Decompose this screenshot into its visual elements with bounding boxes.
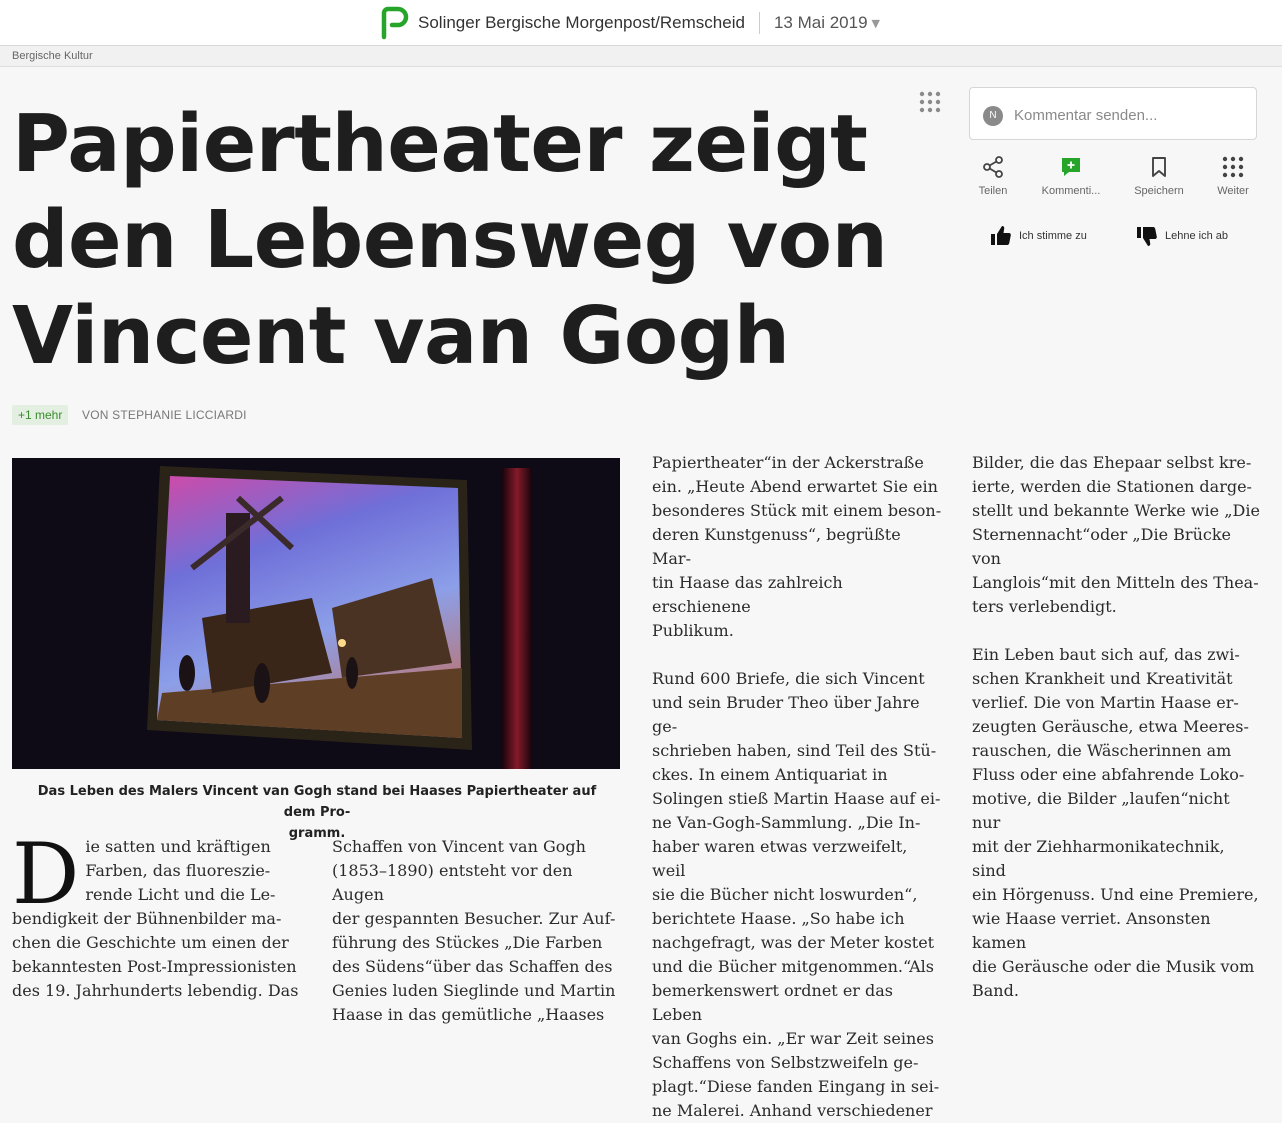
avatar: N xyxy=(983,106,1003,126)
comment-button[interactable] xyxy=(1036,155,1106,197)
headline-line: den Lebensweg von xyxy=(12,194,888,286)
text-line: Ein Leben baut sich auf, das zwi- xyxy=(972,645,1240,664)
text-line: Fluss oder eine abfahrende Loko- xyxy=(972,765,1245,784)
text-line: Haase in das gemütliche „Haases xyxy=(332,1005,605,1024)
thumbs-down-icon xyxy=(1135,224,1159,248)
text-line: ierte, werden die Stationen darge- xyxy=(972,477,1252,496)
text-line: verlief. Die von Martin Haase er- xyxy=(972,693,1239,712)
drop-cap: D xyxy=(12,825,80,923)
text-line: haber waren etwas verzweifelt, weil xyxy=(652,837,908,880)
text-line: schrieben haben, sind Teil des Stü- xyxy=(652,741,937,760)
article-column-2 xyxy=(332,835,622,1027)
byline: VON STEPHANIE LICCIARDI xyxy=(82,408,247,422)
bookmark-icon xyxy=(1147,155,1171,179)
text-line: führung des Stückes „Die Farben xyxy=(332,933,603,952)
top-bar xyxy=(0,0,1282,46)
grid-dots-icon[interactable] xyxy=(918,90,942,114)
text-line: ein Hörgenuss. Und eine Premiere, xyxy=(972,885,1259,904)
text-line: Solingen stieß Martin Haase auf ei- xyxy=(652,789,941,808)
text-line: rende Licht und die Le- xyxy=(85,885,276,904)
text-line: bendigkeit der Bühnenbilder ma- xyxy=(12,909,282,928)
agree-button[interactable] xyxy=(989,224,1087,248)
article-column-1 xyxy=(12,825,312,1003)
text-line: berichtete Haase. „So habe ich xyxy=(652,909,905,928)
text-line: und sein Bruder Theo über Jahre ge- xyxy=(652,693,920,736)
text-line: nachgefragt, was der Meter kostet xyxy=(652,933,935,952)
text-line: deren Kunstgenuss“, begrüßte Mar- xyxy=(652,525,901,568)
text-line: die Geräusche oder die Musik vom xyxy=(972,957,1255,976)
disagree-button[interactable] xyxy=(1135,224,1228,248)
more-dots-icon xyxy=(1221,155,1245,179)
comment-label: Kommenti... xyxy=(1041,185,1101,197)
app-logo xyxy=(380,7,408,39)
text-line: Publikum. xyxy=(652,621,734,640)
text-line: und die Bücher mitgenommen.“Als xyxy=(652,957,934,976)
comment-input[interactable] xyxy=(1014,104,1244,126)
headline-line: Vincent van Gogh xyxy=(12,290,790,382)
text-line: des 19. Jahrhunderts lebendig. Das xyxy=(12,981,299,1000)
text-line: Langlois“mit den Mitteln des Thea- xyxy=(972,573,1259,592)
text-line: besonderes Stück mit einem beson- xyxy=(652,501,942,520)
headline-line: Papiertheater zeigt xyxy=(12,98,868,190)
header-divider xyxy=(759,12,760,34)
save-button[interactable] xyxy=(1124,155,1194,197)
text-line: ters verlebendigt. xyxy=(972,597,1117,616)
comment-plus-icon xyxy=(1059,155,1083,179)
text-line: motive, die Bilder „laufen“nicht nur xyxy=(972,789,1230,832)
caption-line: gramm. xyxy=(288,826,346,841)
more-authors-badge[interactable]: +1 mehr xyxy=(12,405,68,425)
text-line: ein. „Heute Abend erwartet Sie ein xyxy=(652,477,938,496)
text-line: Papiertheater“in der Ackerstraße xyxy=(652,453,924,472)
text-line: Farben, das fluoreszie- xyxy=(85,861,271,880)
text-line: Schaffen von Vincent van Gogh xyxy=(332,837,586,856)
disagree-label: Lehne ich ab xyxy=(1165,230,1228,242)
caption-line: Das Leben des Malers Vincent van Gogh stand bei Haases Papiertheater auf dem Pro- xyxy=(37,784,597,820)
text-line: sie die Bücher nicht loswurden“, xyxy=(652,885,918,904)
text-line: (1853–1890) entsteht vor den Augen xyxy=(332,861,573,904)
article-column-4 xyxy=(972,451,1262,1003)
share-button[interactable] xyxy=(958,155,1028,197)
chevron-down-icon[interactable]: ▼ xyxy=(871,16,880,30)
text-line: Schaffens von Selbstzweifeln ge- xyxy=(652,1053,919,1072)
publication-name[interactable]: Solinger Bergische Morgenpost/Remscheid xyxy=(418,13,745,32)
text-line: chen die Geschichte um einen der xyxy=(12,933,289,952)
thumbs-up-icon xyxy=(989,224,1013,248)
text-line: zeugten Geräusche, etwa Meeres- xyxy=(972,717,1249,736)
paragraph-gap xyxy=(652,643,942,667)
text-line: des Südens“über das Schaffen des xyxy=(332,957,613,976)
photo-illustration xyxy=(12,458,620,769)
text-line: ie satten und kräftigen xyxy=(85,837,271,856)
more-label: Weiter xyxy=(1217,185,1249,197)
text-line: bemerkenswert ordnet er das Leben xyxy=(652,981,894,1024)
article-column-3 xyxy=(652,451,942,1123)
text-line: tin Haase das zahlreich erschienene xyxy=(652,573,843,616)
text-line: ckes. In einem Antiquariat in xyxy=(652,765,888,784)
comment-box[interactable] xyxy=(969,87,1257,140)
more-button[interactable] xyxy=(1198,155,1268,197)
text-line: ne Van-Gogh-Sammlung. „Die In- xyxy=(652,813,921,832)
text-line: Band. xyxy=(972,981,1019,1000)
text-line: bekanntesten Post-Impressionisten xyxy=(12,957,297,976)
share-icon xyxy=(981,155,1005,179)
save-label: Speichern xyxy=(1134,185,1184,197)
text-line: schen Krankheit und Kreativität xyxy=(972,669,1233,688)
section-bar xyxy=(0,46,1282,67)
text-line: wie Haase verriet. Ansonsten kamen xyxy=(972,909,1211,952)
agree-label: Ich stimme zu xyxy=(1019,230,1087,242)
section-label[interactable]: Bergische Kultur xyxy=(12,50,93,62)
text-line: Genies luden Sieglinde und Martin xyxy=(332,981,616,1000)
issue-date[interactable]: 13 Mai 2019 xyxy=(773,13,868,32)
article-headline xyxy=(12,96,892,384)
text-line: rauschen, die Wäscherinnen am xyxy=(972,741,1232,760)
text-line: Bilder, die das Ehepaar selbst kre- xyxy=(972,453,1252,472)
article-photo[interactable] xyxy=(12,458,620,769)
text-line: stellt und bekannte Werke wie „Die xyxy=(972,501,1260,520)
text-line: der gespannten Besucher. Zur Auf- xyxy=(332,909,616,928)
text-line: plagt.“Diese fanden Eingang in sei- xyxy=(652,1077,940,1096)
text-line: ne Malerei. Anhand verschiedener xyxy=(652,1101,933,1120)
text-line: van Goghs ein. „Er war Zeit seines xyxy=(652,1029,934,1048)
paragraph-gap xyxy=(972,619,1262,643)
text-line: mit der Ziehharmonikatechnik, sind xyxy=(972,837,1225,880)
text-line: Sternennacht“oder „Die Brücke von xyxy=(972,525,1232,568)
share-label: Teilen xyxy=(978,185,1008,197)
publication-header[interactable] xyxy=(380,8,880,38)
text-line: Rund 600 Briefe, die sich Vincent xyxy=(652,669,925,688)
